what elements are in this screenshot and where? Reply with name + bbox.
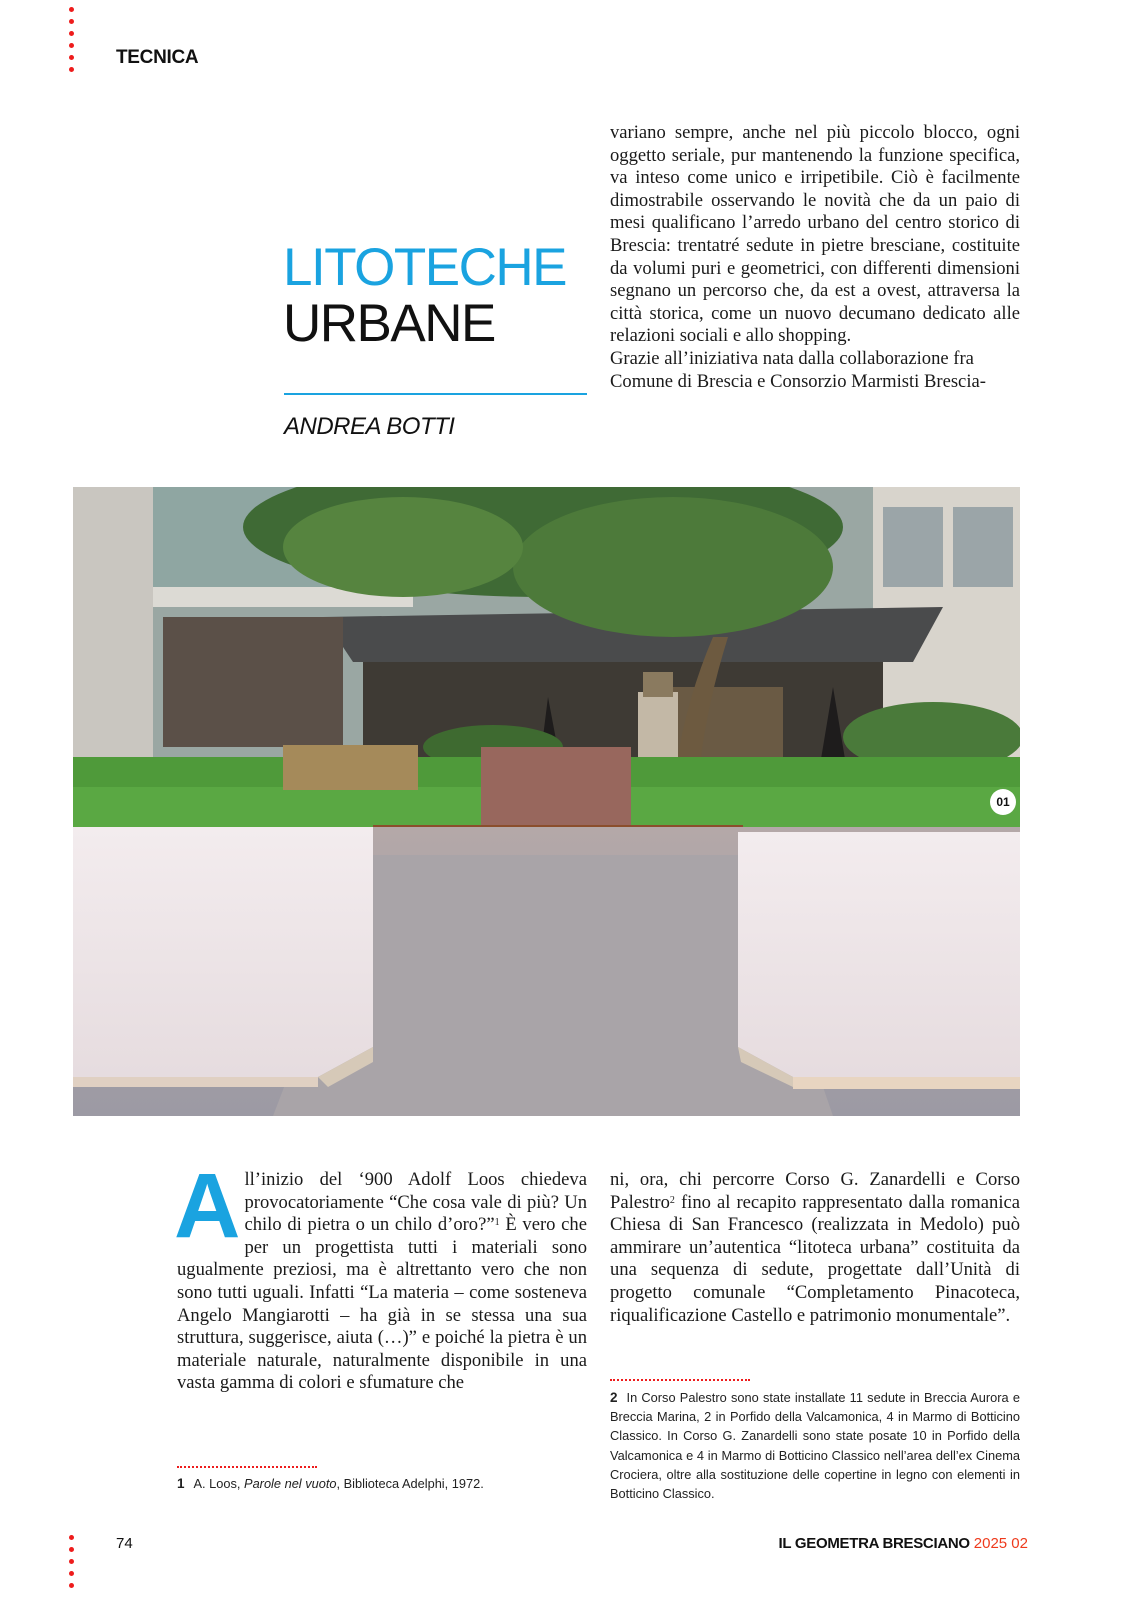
- paragraph: Grazie all’iniziativa nata dalla collaborazione fra Comune di Brescia e Consorzio Marmisti Brescia-: [610, 347, 986, 392]
- drop-cap: A: [174, 1155, 241, 1257]
- bottom-dots-decoration: [69, 1535, 75, 1595]
- footnote-book-title: Parole nel vuoto: [244, 1476, 337, 1491]
- intro-column: [610, 122, 1020, 393]
- text: ni, ora, chi percorre Corso G. Zanardelli e Corso Palestro: [610, 1169, 1020, 1213]
- title-line-2: URBANE: [283, 294, 495, 353]
- footnote-text: , Biblioteca Adelphi, 1972.: [336, 1476, 484, 1491]
- magazine-footer: [779, 1535, 1028, 1552]
- paragraph: variano sempre, anche nel più piccolo blocco, ogni oggetto seriale, pur mantenendo la funzione specifica, va inteso come unico e irripetibile. Ciò è facilmente dimostrabile osservando le novità che da un paio di mesi qualificano l’arredo urbano del centro storico di Brescia: trentatré sedute in pietre bresciane, costituite da volumi puri e geometrici, con differenti dimensioni segnano un percorso che, da est a ovest, attraversa la città storica, come un nuovo decumano dedicato alle relazioni sociali e allo shopping.: [610, 122, 1020, 347]
- article-photo: [73, 487, 1020, 1116]
- footnote-ref: 1: [494, 1217, 500, 1229]
- text: È vero che per un progettista tutti i materiali sono ugualmente preziosi, ma è altrettanto vero che non sono tutti uguali. Infatti “La materia – come sosteneva Angelo Mangiarotti – ha già in se stessa una sua struttura, suggerisce, aiuta (…)” e poiché la pietra è un materiale naturale, naturalmente disponibile in una vasta gamma di colori e sfumature che: [177, 1214, 587, 1394]
- footnote-number: 1: [177, 1476, 185, 1491]
- magazine-name: IL GEOMETRA BRESCIANO: [778, 1535, 970, 1552]
- title-divider: [284, 393, 587, 395]
- article-title: [283, 240, 566, 352]
- paragraph: [174, 1155, 587, 1395]
- footnote-divider: [610, 1379, 750, 1381]
- text: fino al recapito rappresentato dalla romanica Chiesa di San Francesco (realizzata in Medolo) può ammirare un’autentica “litoteca urbana” costituita da una sequenza di sedute, progettate dall’Unità di progetto comunale “Completamento Pinacoteca, riqualificazione Castello e patrimonio monumentale”.: [610, 1191, 1020, 1326]
- photo-number-badge: 01: [990, 789, 1016, 815]
- footnote-divider: [177, 1466, 317, 1468]
- paragraph: [610, 1169, 1020, 1327]
- top-dots-decoration: [69, 7, 75, 79]
- body-column-right: [610, 1169, 1020, 1327]
- page-number: 74: [116, 1535, 133, 1552]
- footnote-text: In Corso Palestro sono state installate 11 sedute in Breccia Aurora e Breccia Marina, 2 in Porfido della Valcamonica, 4 in Marmo di Botticino Classico. In Corso G. Zanardelli sono state posate 10 in Porfido della Valcamonica e 4 in Marmo di Botticino Classico nell’area dell’ex Cinema Crociera, oltre alla sostituzione delle copertine in legno con elementi in Botticino Classico.: [610, 1390, 1020, 1502]
- footnote-ref: 2: [669, 1194, 675, 1206]
- section-label: TECNICA: [116, 47, 199, 68]
- footnote-1: [177, 1474, 597, 1493]
- author-name: ANDREA BOTTI: [284, 413, 455, 440]
- text: ll’inizio del ‘900 Adolf Loos chiedeva provocatoriamente “Che cosa vale di più? Un chilo di pietra o un chilo d’oro?”: [244, 1169, 587, 1236]
- photo-illustration: [73, 487, 1020, 1116]
- footnote-text: A. Loos,: [193, 1476, 245, 1491]
- footnote-number: 2: [610, 1390, 618, 1405]
- title-line-1: LITOTECHE: [283, 238, 566, 297]
- footnote-2: [610, 1388, 1020, 1503]
- body-column-left: [174, 1155, 587, 1395]
- issue-number: 2025 02: [973, 1535, 1028, 1552]
